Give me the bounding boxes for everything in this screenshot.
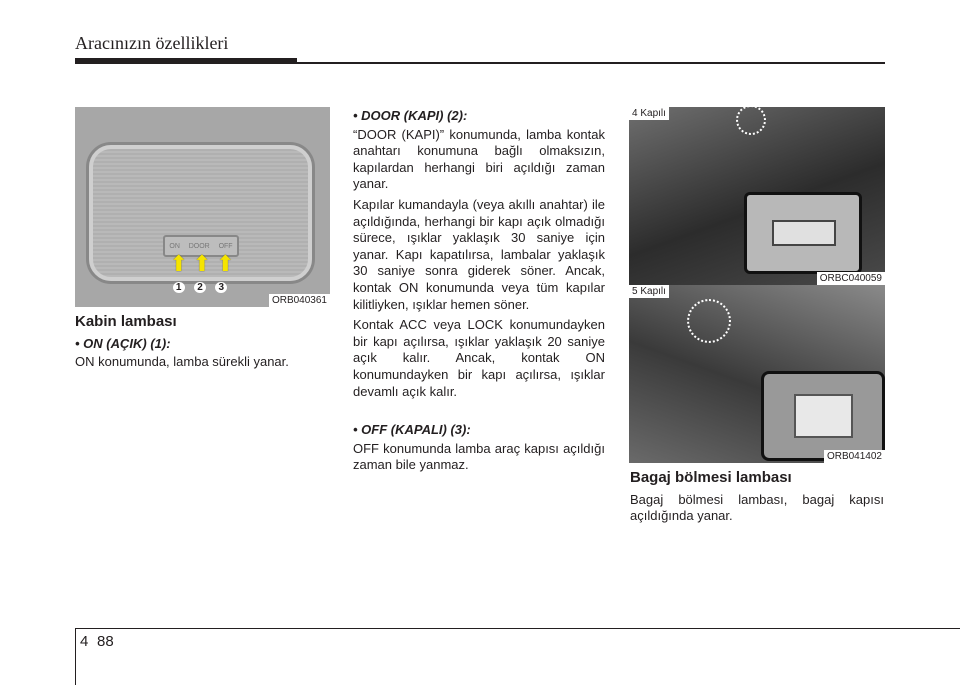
footer-vertical-rule [75, 628, 76, 685]
trunk-lamp-text: Bagaj bölmesi lambası, bagaj kapısı açıldığında yanar. [630, 491, 884, 524]
figure-code: ORB040361 [269, 294, 330, 307]
footer-rule [75, 628, 960, 629]
door-title: • DOOR (KAPI) (2): [353, 108, 468, 123]
on-title: • ON (AÇIK) (1): [75, 335, 171, 351]
cabin-lamp-figure [75, 107, 330, 307]
trunk-5door-figure [629, 285, 885, 463]
arrow-icons [167, 253, 237, 275]
figure-code: ORB041402 [824, 450, 885, 463]
right-column [630, 470, 884, 529]
number-3: 3 [215, 282, 227, 293]
switch-label-on: ON [169, 242, 180, 250]
position-numbers [168, 282, 232, 293]
section-number: 4 [80, 633, 89, 650]
arrow-up-icon: ⬆ [192, 251, 212, 276]
arrow-up-icon: ⬆ [216, 251, 235, 276]
switch-label-door: DOOR [188, 242, 210, 250]
figure-code: ORBC040059 [817, 272, 885, 285]
door-paragraph-1: “DOOR (KAPI)” konumunda, lamba kontak anahtarı konumuna bağlı olmaksızın, kapılardan herhangi biri açıldığı zaman yanar. [353, 126, 605, 192]
highlight-circle [687, 299, 731, 343]
cabin-lamp-heading: Kabin lambası [75, 313, 177, 330]
switch-label-off: OFF [218, 242, 233, 250]
page-number: 88 [97, 633, 114, 650]
figure-tag: 4 Kapılı [629, 107, 669, 120]
section-header: Aracınızın özellikleri [75, 33, 229, 53]
number-2: 2 [194, 282, 206, 293]
middle-column [353, 108, 605, 478]
header-bar [75, 58, 297, 64]
figure-tag: 5 Kapılı [629, 285, 669, 298]
lamp-detail-inset [744, 192, 862, 274]
off-title: • OFF (KAPALI) (3): [353, 422, 471, 438]
off-text: OFF konumunda lamba araç kapısı açıldığı zaman bile yanmaz. [353, 440, 605, 473]
highlight-circle [736, 107, 766, 135]
trunk-4door-figure [629, 107, 885, 285]
number-1: 1 [173, 282, 185, 293]
left-column [75, 314, 327, 375]
arrow-up-icon: ⬆ [169, 251, 188, 276]
header-rule [297, 62, 885, 64]
on-text: ON konumunda, lamba sürekli yanar. [75, 354, 289, 370]
door-paragraph-3: Kontak ACC veya LOCK konumundayken bir kapı açılırsa, ışıklar yaklaşık 20 saniye açık kalır. Ancak, kontak ON konumundayken bir kapı açılırsa, ışıklar devamlı açık kalır. [353, 317, 605, 399]
trunk-lamp-heading: Bagaj bölmesi lambası [630, 469, 792, 486]
lamp-detail-inset [761, 371, 885, 461]
door-paragraph-2: Kapılar kumandayla (veya akıllı anahtar) ile açıldığında, herhangi bir kapı açık olmadığı sürece, ışıklar yaklaşık 30 saniye için yanar. Kapı kapatılırsa, lambalar yaklaşık 30 saniye sonra giderek söner. Ancak, kontak ON konumunda veya tüm kapılar kilitliyken, ışıklar hemen söner. [353, 196, 605, 312]
